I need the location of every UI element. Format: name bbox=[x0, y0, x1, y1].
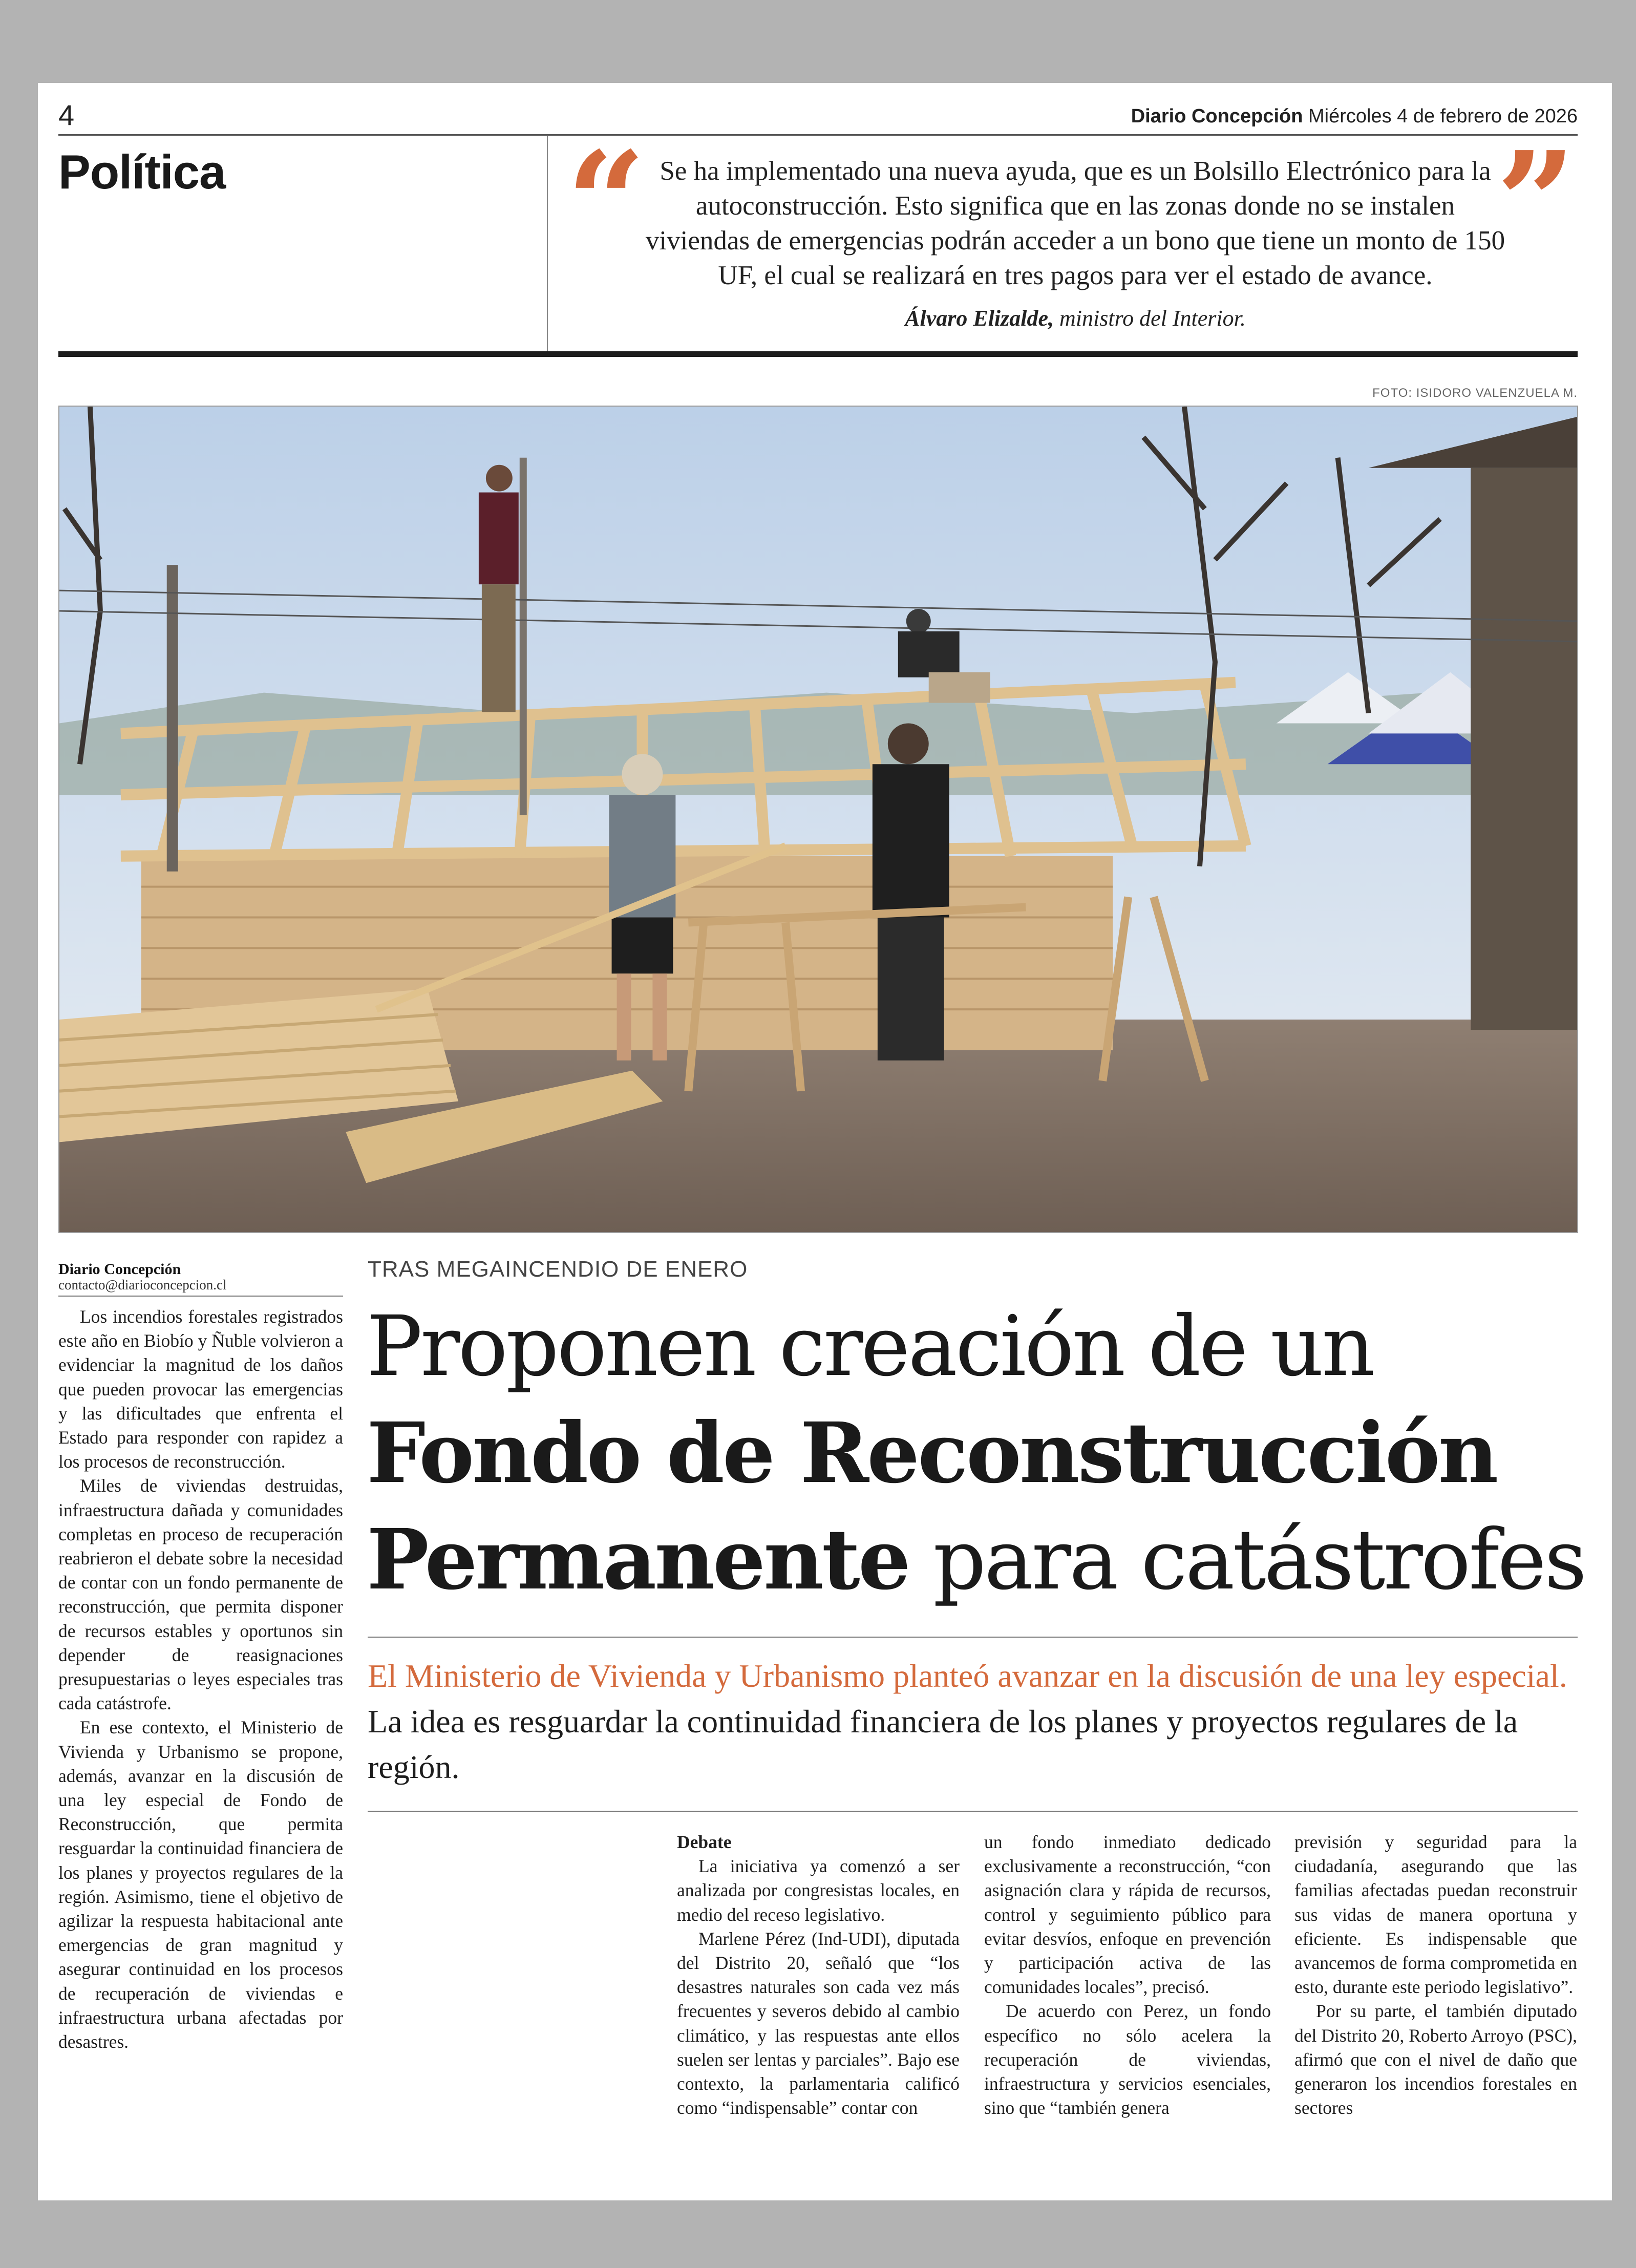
utility-pole bbox=[167, 565, 178, 872]
worker-black-shirt bbox=[873, 723, 949, 1060]
headline-line-2: Fondo de Reconstrucción bbox=[367, 1405, 1497, 1502]
headline-line-1: Proponen creación de un bbox=[367, 1299, 1373, 1395]
byline-email: contacto@diarioconcepcion.cl bbox=[58, 1277, 227, 1292]
byline-rule bbox=[58, 1296, 343, 1297]
worker-on-roof bbox=[479, 465, 519, 712]
headline-line-3 bbox=[367, 1507, 1585, 1614]
page-number: 4 bbox=[58, 99, 75, 131]
quote-author-role: ministro del Interior. bbox=[1054, 306, 1246, 331]
paragraph: Miles de viviendas destruidas, infraestructura dañada y comunidades completas en proceso de recuperación reabrieron el debate sobre la necesidad de contar con un fondo permanente de reconstrucción, que permita disponer de recursos estables y oportunos sin depender de reasignaciones presupuestarias o leyes especiales tras cada catástrofe. bbox=[58, 1475, 343, 1714]
paragraph: previsión y seguridad para la ciudadanía, asegurando que las familias afectadas puedan reconstruir sus vidas de manera oportuna y eficiente. Es indispensable que avancemos de forma comprometida en esto, durante este periodo legislativo”. bbox=[1294, 1832, 1577, 1998]
body-column-b bbox=[984, 1830, 1271, 2120]
paragraph: La iniciativa ya comenzó a ser analizada por congresistas locales, en medio del receso legislativo. bbox=[677, 1856, 960, 1925]
construction-scene bbox=[59, 407, 1577, 1232]
byline-name: Diario Concepción bbox=[58, 1261, 181, 1278]
paragraph: Marlene Pérez (Ind-UDI), diputada del Distrito 20, señaló que “los desastres naturales son cada vez más frecuentes y severos debido al cambio climático, y las respuestas ante ellos suelen ser lentas y parciales”. Bajo ese contexto, la parlamentaria calificó como “indispensable” contar con bbox=[677, 1928, 960, 2118]
subheading-debate: Debate bbox=[677, 1832, 732, 1852]
paragraph: un fondo inmediato dedicado exclusivamente a reconstrucción, “con asignación clara y rápida de recursos, control y seguimiento público para evitar desvíos, enfoque en prevención y participación activa de las comunidades locales”, precisó. bbox=[984, 1832, 1271, 1998]
quote-attribution bbox=[645, 305, 1505, 331]
masthead-brand: Diario Concepción bbox=[1131, 105, 1303, 127]
headline-line-3-light: para catástrofes bbox=[908, 1512, 1585, 1608]
body-column-left bbox=[58, 1305, 343, 2054]
deck-rule-top bbox=[368, 1637, 1578, 1638]
deck-accent: El Ministerio de Vivienda y Urbanismo planteó avanzar en la discusión de una ley especial. bbox=[368, 1658, 1567, 1694]
open-quote-icon: “ bbox=[566, 121, 646, 284]
kicker: TRAS MEGAINCENDIO DE ENERO bbox=[368, 1257, 748, 1282]
body-column-a bbox=[677, 1830, 960, 2120]
section-title: Política bbox=[58, 145, 226, 199]
headline bbox=[367, 1294, 1585, 1614]
deck bbox=[368, 1653, 1581, 1790]
close-quote-icon: ” bbox=[1496, 121, 1576, 284]
paragraph: En ese contexto, el Ministerio de Vivienda y Urbanismo se propone, además, avanzar en la discusión de una ley especial de Fondo de Reconstrucción, que permita resguardar la continuidad financiera de los planes y proyectos regulares de la región. Asimismo, tiene el objetivo de agilizar la respuesta habitacional ante emergencias de gran magnitud y asegurar continuidad en los procesos de recuperación de viviendas e infraestructura urbana afectadas por desastres. bbox=[58, 1717, 343, 2052]
shed bbox=[1471, 468, 1577, 1030]
body-column-c bbox=[1294, 1830, 1577, 2120]
pull-quote: Se ha implementado una nueva ayuda, que es un Bolsillo Electrónico para la autoconstrucción. Esto significa que en las zonas donde no se instalen viviendas de emergencias podrán acceder a un bono que tiene un monto de 150 UF, el cual se realizará en tres pagos para ver el estado de avance. bbox=[645, 156, 1505, 290]
header-divider bbox=[547, 136, 548, 352]
header-rule bbox=[58, 134, 1578, 136]
thick-rule bbox=[58, 351, 1578, 357]
article-photo bbox=[58, 406, 1578, 1233]
masthead bbox=[768, 105, 1578, 128]
paragraph: Por su parte, el también diputado del Distrito 20, Roberto Arroyo (PSC), afirmó que con el nivel de daño que generaron los incendios forestales en sectores bbox=[1294, 2001, 1577, 2118]
headline-line-3-bold: Permanente bbox=[367, 1511, 909, 1608]
masthead-date: Miércoles 4 de febrero de 2026 bbox=[1308, 105, 1578, 127]
paragraph: De acuerdo con Perez, un fondo específico no sólo acelera la recuperación de viviendas, infraestructura y servicios esenciales, sino que “también genera bbox=[984, 2001, 1271, 2118]
quote-author-name: Álvaro Elizalde, bbox=[905, 306, 1054, 331]
photo-credit: FOTO: ISIDORO VALENZUELA M. bbox=[1372, 386, 1578, 400]
deck-rest: La idea es resguardar la continuidad financiera de los planes y proyectos regulares de la región. bbox=[368, 1703, 1518, 1785]
utility-pole bbox=[520, 458, 527, 815]
paragraph: Los incendios forestales registrados este año en Biobío y Ñuble volvieron a evidenciar la magnitud de los daños que pueden provocar las emergencias y las dificultades que enfrenta el Estado para responder con rapidez a los procesos de reconstrucción. bbox=[58, 1306, 343, 1472]
deck-rule-bottom bbox=[368, 1811, 1578, 1812]
